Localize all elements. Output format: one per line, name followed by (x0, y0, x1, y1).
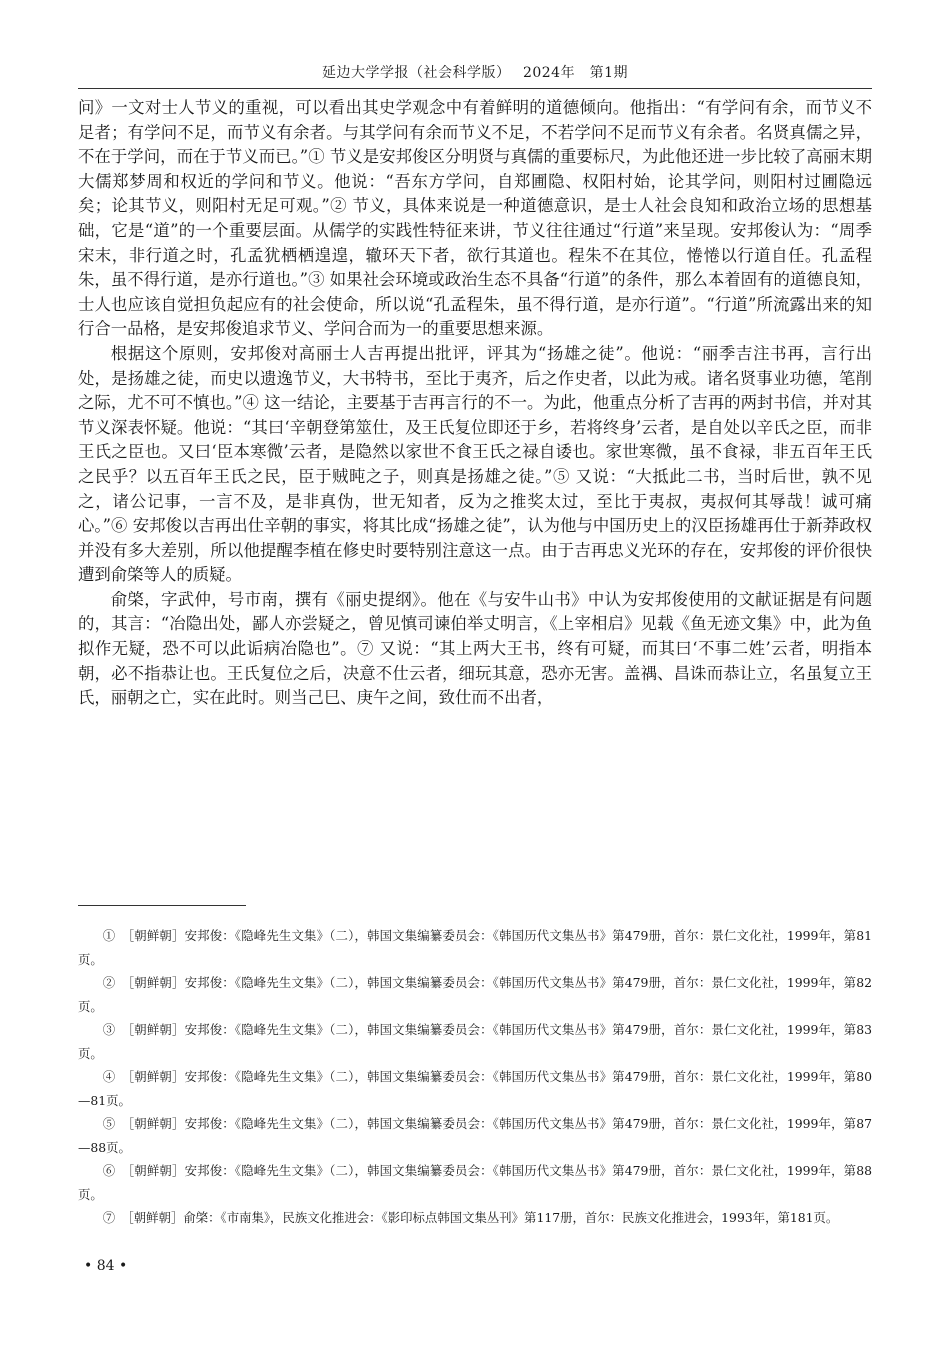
paragraph-2: 根据这个原则，安邦俊对高丽士人吉再提出批评，评其为“扬雄之徒”。他说：“丽季吉注书再，言行出处，是扬雄之徒，而史以遗逸节义，大书特书，至比于夷齐，后之作史者，以此为戒。诸名贤事业功德，笔削之际，尤不可不慎也。”④ 这一结论，主要基于吉再言行的不一。为此，他重点分析了吉再的两封书信，并对其节义深表怀疑。他说：“其曰‘辛朝登第筮仕，及王氏复位即还于乡，若将终身’云者，是自处以辛氏之臣，而非王氏之臣也。又曰‘臣本寒微’云者，是隐然以家世不食王氏之禄自诿也。家世寒微，虽不食禄，非五百年王氏之民乎？以五百年王氏之民，臣于贼旽之子，则真是扬雄之徒。”⑤ 又说：“大抵此二书，当时后世，孰不见之，诸公记事，一言不及，是非真伪，世无知者，反为之推奖太过，至比于夷叔，夷叔何其辱哉！诚可痛心。”⑥ 安邦俊以吉再出仕辛朝的事实，将其比成“扬雄之徒”，认为他与中国历史上的汉臣扬雄再仕于新莽政权并没有多大差别，所以他提醒李植在修史时要特别注意这一点。由于吉再忠义光环的存在，安邦俊的评价很快遭到俞棨等人的质疑。 (78, 343, 872, 585)
page-number: • 84 • (84, 1258, 128, 1274)
footnote-2: ② ［朝鲜朝］安邦俊：《隐峰先生文集》（二），韩国文集编纂委员会：《韩国历代文集丛书》第479册，首尔：景仁文化社，1999年，第82页。 (78, 975, 872, 1014)
paragraph-3: 俞棨，字武仲，号市南，撰有《丽史提纲》。他在《与安牛山书》中认为安邦俊使用的文献证据是有问题的，其言：“冶隐出处，鄙人亦尝疑之，曾见慎司谏伯举丈明言，《上宰相启》见载《鱼无迹文集》中，此为鱼拟作无疑，恐不可以此诟病冶隐也”。⑦ 又说：“其上两大王书，终有可疑，而其曰‘不事二姓’云者，明指本朝，必不指恭让也。王氏复位之后，决意不仕云者，细玩其意，恐亦无害。盖禑、昌诛而恭让立，名虽复立王氏，丽朝之亡，实在此时。则当己巳、庚午之间，致仕而不出者， (78, 589, 872, 708)
footnotes (78, 924, 872, 1230)
footnote-7: ⑦ ［朝鲜朝］俞棨：《市南集》，民族文化推进会：《影印标点韩国文集丛刊》第117册，首尔：民族文化推进会，1993年，第181页。 (102, 1210, 839, 1225)
footnote-4: ④ ［朝鲜朝］安邦俊：《隐峰先生文集》（二），韩国文集编纂委员会：《韩国历代文集丛书》第479册，首尔：景仁文化社，1999年，第80—81页。 (78, 1069, 872, 1108)
footnote-6: ⑥ ［朝鲜朝］安邦俊：《隐峰先生文集》（二），韩国文集编纂委员会：《韩国历代文集丛书》第479册，首尔：景仁文化社，1999年，第88页。 (78, 1163, 872, 1202)
footnote-separator (78, 905, 246, 906)
footnote-1: ① ［朝鲜朝］安邦俊：《隐峰先生文集》（二），韩国文集编纂委员会：《韩国历代文集丛书》第479册，首尔：景仁文化社，1999年，第81页。 (78, 928, 872, 967)
footnote-3: ③ ［朝鲜朝］安邦俊：《隐峰先生文集》（二），韩国文集编纂委员会：《韩国历代文集丛书》第479册，首尔：景仁文化社，1999年，第83页。 (78, 1022, 872, 1061)
paragraph-1: 问》一文对士人节义的重视，可以看出其史学观念中有着鲜明的道德倾向。他指出：“有学问有余，而节义不足者；有学问不足，而节义有余者。与其学问有余而节义不足，不若学问不足而节义有余者。名贤真儒之异，不在于学问，而在于节义而已。”① 节义是安邦俊区分明贤与真儒的重要标尺，为此他还进一步比较了高丽末期大儒郑梦周和权近的学问和节义。他说：“吾东方学问，自郑圃隐、权阳村始，论其学问，则阳村过圃隐远矣；论其节义，则阳村无足可观。”② 节义，具体来说是一种道德意识，是士人社会良知和政治立场的思想基础，它是“道”的一个重要层面。从儒学的实践性特征来讲，节义往往通过“行道”来呈现。安邦俊认为：“周季宋末，非行道之时，孔孟犹栖栖遑遑，辙环天下者，欲行其道也。程朱不在其位，惓惓以行道自任。孔孟程朱，虽不得行道，是亦行道也。”③ 如果社会环境或政治生态不具备“行道”的条件，那么本着固有的道德良知，士人也应该自觉担负起应有的社会使命，所以说“孔孟程朱，虽不得行道，是亦行道”。“行道”所流露出来的知行合一品格，是安邦俊追求节义、学问合而为一的重要思想来源。 (78, 98, 872, 339)
article-body (78, 96, 872, 711)
running-header: 延边大学学报（社会科学版） 2024年 第1期 (322, 65, 628, 81)
header-rule (78, 88, 872, 89)
footnote-5: ⑤ ［朝鲜朝］安邦俊：《隐峰先生文集》（二），韩国文集编纂委员会：《韩国历代文集丛书》第479册，首尔：景仁文化社，1999年，第87—88页。 (78, 1116, 872, 1155)
